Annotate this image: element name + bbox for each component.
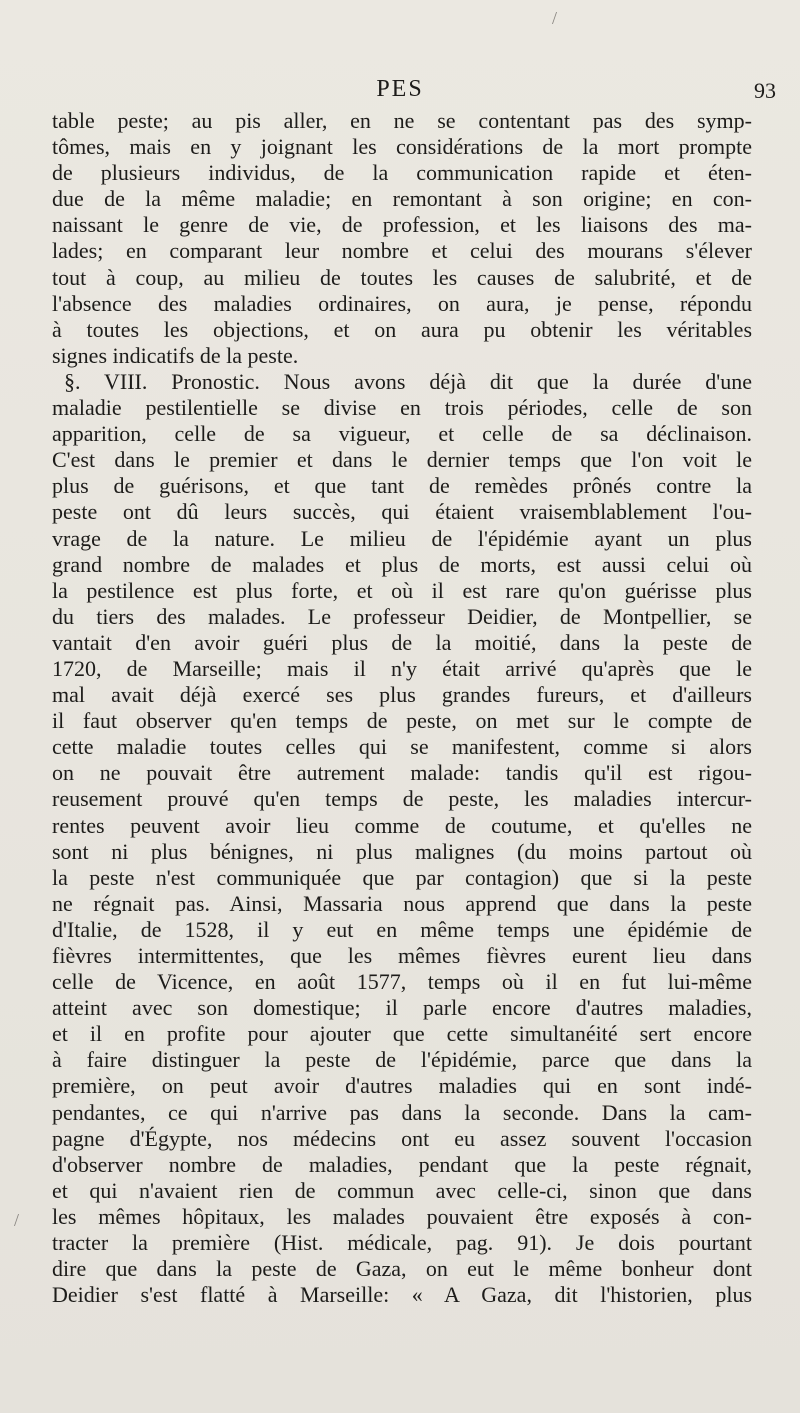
text-line: la peste n'est communiquée que par contagion) que si la peste <box>52 864 752 890</box>
text-line: C'est dans le premier et dans le dernier temps que l'on voit le <box>52 447 752 473</box>
text-line: naissant le genre de vie, de profession, et les liaisons des ma- <box>52 212 752 238</box>
text-line: grand nombre de malades et plus de morts, est aussi celui où <box>52 551 752 577</box>
text-line: vantait d'en avoir guéri plus de la moitié, dans la peste de <box>52 629 752 655</box>
margin-tick: / <box>14 1210 20 1230</box>
text-line: due de la même maladie; en remontant à son origine; en con- <box>52 186 752 212</box>
text-line: maladie pestilentielle se divise en trois périodes, celle de son <box>52 395 752 421</box>
text-line: pagne d'Égypte, nos médecins ont eu assez souvent l'occasion <box>52 1125 752 1151</box>
running-head: PES <box>376 76 424 102</box>
text-line: et il en profite pour ajouter que cette simultanéité sert encore <box>52 1021 752 1047</box>
text-line: §. VIII. Pronostic. Nous avons déjà dit que la durée d'une <box>64 368 752 394</box>
text-line: d'observer nombre de maladies, pendant que la peste régnait, <box>52 1151 752 1177</box>
text-line: fièvres intermittentes, que les mêmes fièvres eurent lieu dans <box>52 943 752 968</box>
text-line: il faut observer qu'en temps de peste, on met sur le compte de <box>52 708 752 734</box>
text-line: tout à coup, au milieu de toutes les causes de salubrité, et de <box>52 264 752 290</box>
text-line: on ne pouvait être autrement malade: tandis qu'il est rigou- <box>52 760 752 786</box>
text-line: lades; en comparant leur nombre et celui des mourans s'élever <box>52 238 752 264</box>
text-line: la pestilence est plus forte, et où il est rare qu'on guérisse plus <box>52 577 752 603</box>
text-line: cette maladie toutes celles qui se manifestent, comme si alors <box>52 734 752 760</box>
text-line: peste ont dû leurs succès, qui étaient vraisemblablement l'ou- <box>52 499 752 525</box>
text-line: à faire distinguer la peste de l'épidémie, parce que dans la <box>52 1047 752 1073</box>
text-line: ne régnait pas. Ainsi, Massaria nous apprend que dans la peste <box>52 890 752 916</box>
text-line: d'Italie, de 1528, il y eut en même temps une épidémie de <box>52 916 752 942</box>
text-line: rentes peuvent avoir lieu comme de coutume, et qu'elles ne <box>52 812 752 838</box>
text-line: tracter la première (Hist. médicale, pag. 91). Je dois pourtant <box>52 1230 752 1256</box>
text-line: et qui n'avaient rien de commun avec celle-ci, sinon que dans <box>52 1177 752 1203</box>
text-line: plus de guérisons, et que tant de remèdes prônés contre la <box>52 473 752 499</box>
text-line: du tiers des malades. Le professeur Deidier, de Montpellier, se <box>52 603 752 629</box>
text-line: pendantes, ce qui n'arrive pas dans la seconde. Dans la cam- <box>52 1099 752 1125</box>
text-line: signes indicatifs de la peste. <box>52 342 299 368</box>
text-line: vrage de la nature. Le milieu de l'épidémie ayant un plus <box>52 525 752 551</box>
text-line: atteint avec son domestique; il parle encore d'autres maladies, <box>52 995 752 1021</box>
text-line: tômes, mais en y joignant les considérations de la mort prompte <box>52 134 752 160</box>
text-line: de plusieurs individus, de la communication rapide et éten- <box>52 160 752 186</box>
text-line: première, on peut avoir d'autres maladies qui en sont indé- <box>52 1073 752 1099</box>
body-text <box>52 108 752 1308</box>
text-line: apparition, celle de sa vigueur, et celle de sa déclinaison. <box>52 421 752 447</box>
text-line: reusement prouvé qu'en temps de peste, les maladies intercur- <box>52 786 752 812</box>
text-line: dire que dans la peste de Gaza, on eut le même bonheur dont <box>52 1256 752 1282</box>
text-line: celle de Vicence, en août 1577, temps où il en fut lui-même <box>52 969 752 995</box>
text-line: les mêmes hôpitaux, les malades pouvaient être exposés à con- <box>52 1203 752 1229</box>
text-line: sont ni plus bénignes, ni plus malignes (du moins partout où <box>52 838 752 864</box>
text-line: l'absence des maladies ordinaires, on aura, je pense, répondu <box>52 290 752 316</box>
text-line: mal avait déjà exercé ses plus grandes fureurs, et d'ailleurs <box>52 682 752 708</box>
text-line: à toutes les objections, et on aura pu obtenir les véritables <box>52 316 752 342</box>
text-line: 1720, de Marseille; mais il n'y était arrivé qu'après que le <box>52 655 752 681</box>
text-line: Deidier s'est flatté à Marseille: « A Gaza, dit l'historien, plus <box>52 1282 752 1308</box>
margin-tick: / <box>552 8 558 28</box>
page-number: 93 <box>754 78 776 103</box>
text-line: table peste; au pis aller, en ne se contentant pas des symp- <box>52 108 752 133</box>
